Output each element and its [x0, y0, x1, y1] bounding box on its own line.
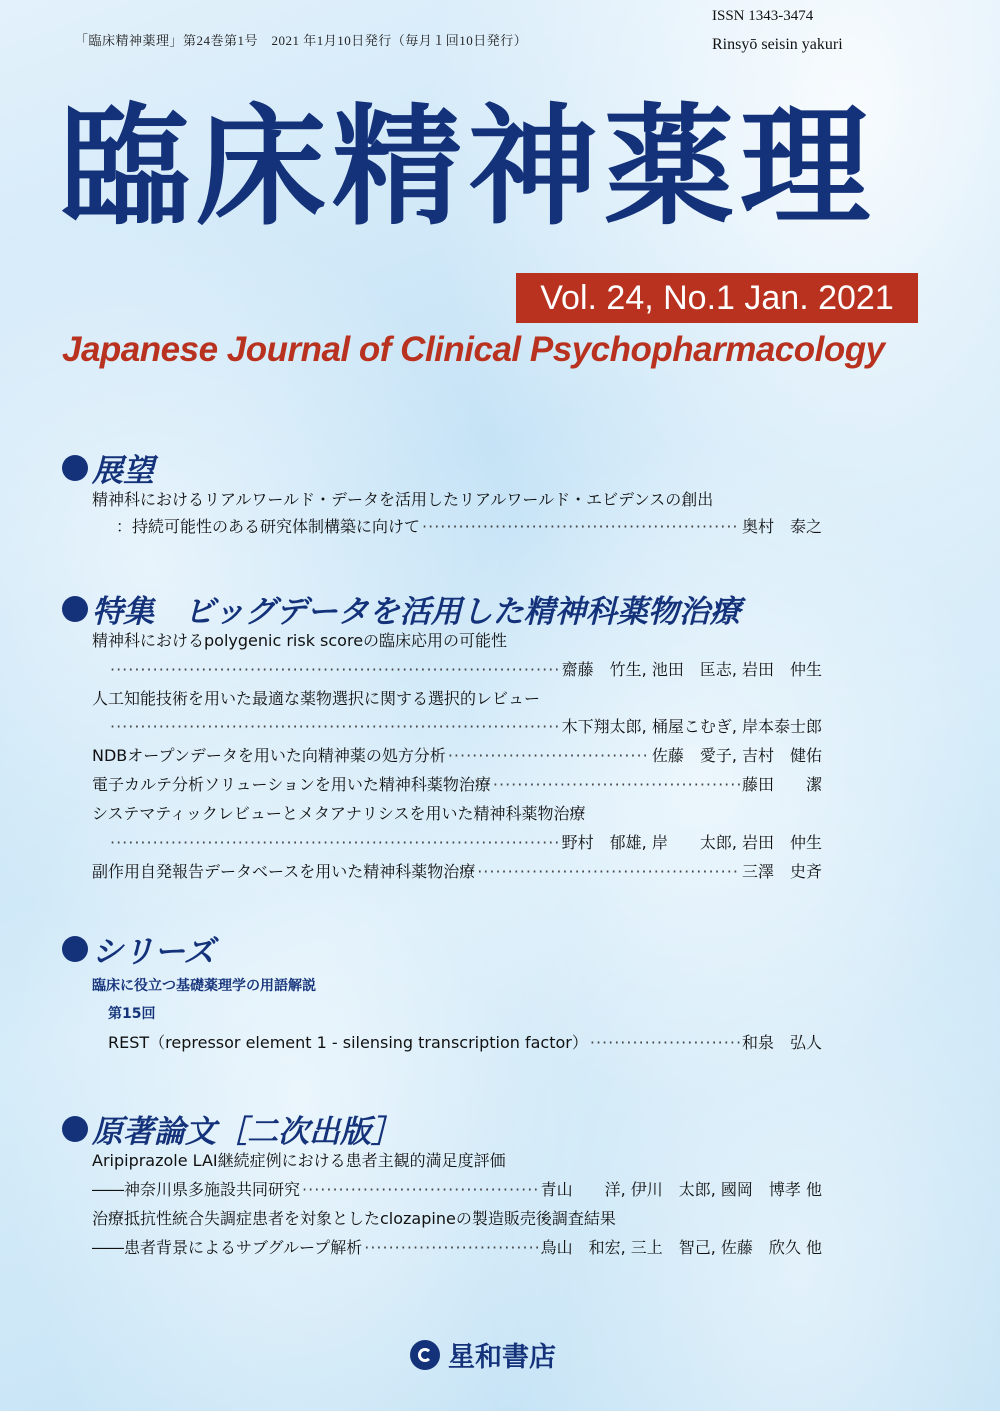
publisher [410, 1335, 556, 1374]
leader-dots [110, 717, 560, 736]
toc-entry [92, 1235, 822, 1258]
issue-info: 「臨床精神薬理」第24巻第1号 2021 年1月10日発行（毎月１回10日発行） [75, 33, 528, 48]
bullet-icon [62, 936, 88, 962]
leader-dots [493, 775, 740, 794]
leader-dots [364, 1238, 538, 1257]
toc-entry [92, 772, 822, 795]
article-authors: 佐藤 愛子, 吉村 健佑 [651, 746, 822, 765]
article-subtitle: ――神奈川県多施設共同研究 [92, 1180, 301, 1199]
toc-entry [116, 514, 822, 537]
leader-dots [590, 1033, 740, 1052]
feature-theme: ビッグデータを活用した精神科薬物治療 [184, 594, 741, 630]
bullet-icon [62, 1116, 88, 1142]
article-title: 人工知能技術を用いた最適な薬物選択に関する選択的レビュー [92, 689, 541, 708]
article-author: 和泉 弘人 [741, 1033, 822, 1052]
volume-badge: Vol. 24, No.1 Jan. 2021 [516, 273, 918, 323]
journal-title: 臨床精神薬理 [60, 91, 877, 243]
series-subtitle: 臨床に役立つ基礎薬理学の用語解説 [92, 978, 316, 994]
toc-entry [108, 657, 822, 680]
article-authors: 鳥山 和宏, 三上 智己, 佐藤 欣久 他 [540, 1238, 822, 1257]
toc-entry [108, 830, 822, 853]
section-title: 原著論文［二次出版］ [92, 1114, 402, 1150]
article-title: 副作用自発報告データベースを用いた精神科薬物治療 [92, 862, 476, 881]
article-title: NDBオープンデータを用いた向精神薬の処方分析 [92, 746, 446, 765]
section-title: 展望 [92, 453, 154, 489]
article-authors: 青山 洋, 伊川 太郎, 國岡 博孝 他 [540, 1180, 822, 1199]
article-authors: 野村 郁雄, 岸 太郎, 岩田 仲生 [561, 833, 822, 852]
publisher-name: 星和書店 [448, 1342, 556, 1373]
article-authors: 三澤 史斉 [741, 862, 822, 881]
article-title: 精神科におけるリアルワールド・データを活用したリアルワールド・エビデンスの創出 [92, 490, 714, 509]
bullet-icon [62, 455, 88, 481]
issn: ISSN 1343-3474 [712, 8, 814, 24]
article-authors: 木下翔太郎, 桶屋こむぎ, 岸本泰士郎 [561, 717, 822, 736]
leader-dots [302, 1180, 539, 1199]
toc-entry [92, 859, 822, 882]
section-heading-tokushu [62, 586, 741, 631]
leader-dots [477, 862, 740, 881]
article-title: Aripiprazole LAI継続症例における患者主観的満足度評価 [92, 1151, 506, 1170]
toc-entry [108, 714, 822, 737]
section-title: 特集 [92, 594, 154, 630]
leader-dots [422, 517, 740, 536]
journal-title-english: Japanese Journal of Clinical Psychopharmacology [62, 330, 885, 369]
section-heading-series [62, 926, 214, 971]
article-title: REST（repressor element 1 - silensing transcription factor） [108, 1033, 588, 1052]
publisher-logo-icon [410, 1340, 440, 1370]
section-heading-tenbou [62, 445, 154, 490]
article-subtitle: ――患者背景によるサブグループ解析 [92, 1238, 363, 1257]
leader-dots [110, 833, 560, 852]
toc-entry [108, 1030, 822, 1053]
toc-entry [92, 743, 822, 766]
bullet-icon [62, 596, 88, 622]
article-authors: 藤田 潔 [741, 775, 822, 794]
romaji-title: Rinsyō seisin yakuri [712, 36, 843, 53]
article-author: 奥村 泰之 [741, 517, 822, 536]
article-title: 精神科におけるpolygenic risk scoreの臨床応用の可能性 [92, 631, 508, 650]
section-heading-original-papers [62, 1106, 402, 1151]
article-title: 電子カルテ分析ソリューションを用いた精神科薬物治療 [92, 775, 491, 794]
article-title: 治療抵抗性統合失調症患者を対象としたclozapineの製造販売後調査結果 [92, 1209, 616, 1228]
leader-dots [110, 660, 560, 679]
section-title: シリーズ [92, 934, 215, 970]
series-number: 第15回 [108, 1006, 156, 1022]
article-subtitle: ：持続可能性のある研究体制構築に向けて [116, 517, 421, 536]
article-authors: 齋藤 竹生, 池田 匡志, 岩田 仲生 [561, 660, 822, 679]
toc-entry [92, 1177, 822, 1200]
leader-dots [448, 746, 650, 765]
article-title: システマティックレビューとメタアナリシスを用いた精神科薬物治療 [92, 804, 586, 823]
